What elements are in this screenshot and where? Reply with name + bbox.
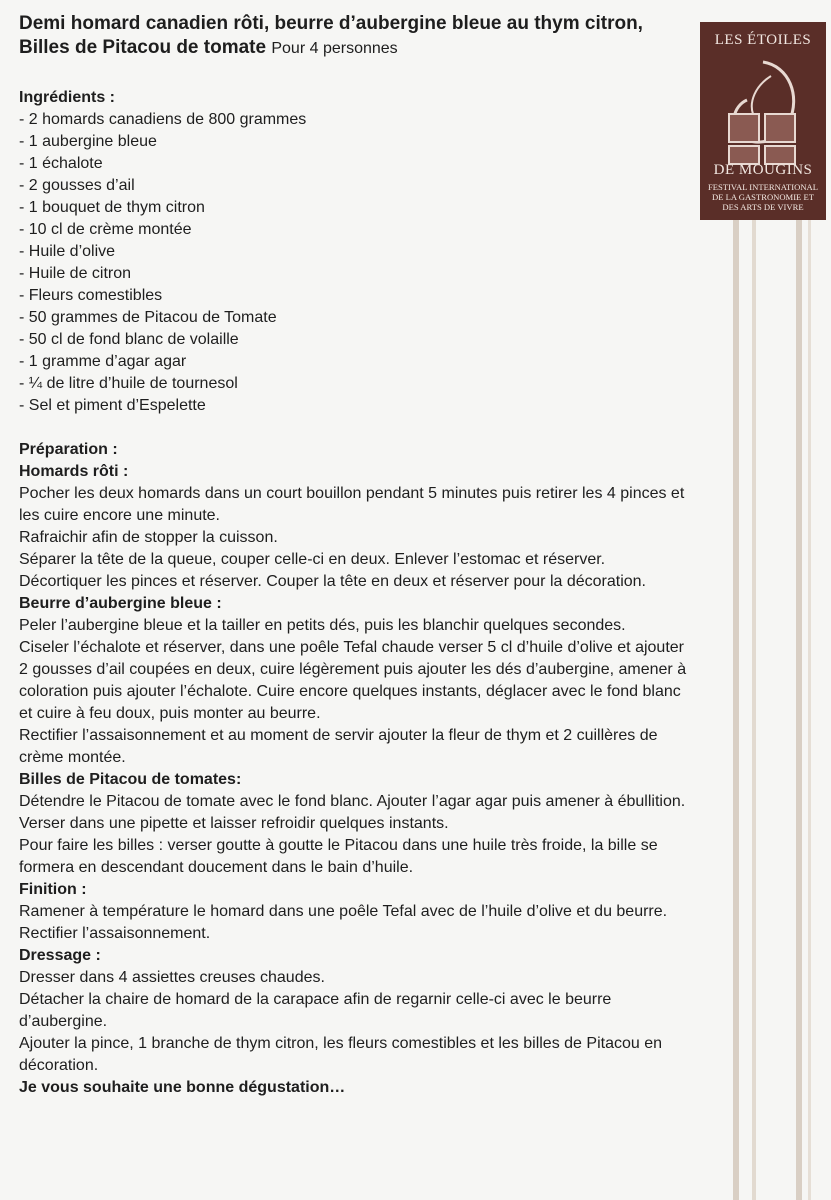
ingredient-item: - 1 gramme d’agar agar xyxy=(19,353,187,370)
section-heading-homards: Homards rôti : xyxy=(19,463,129,480)
step-paragraph: Ramener à température le homard dans une poêle Tefal avec de l’huile d’olive et du beurre. Rectifier l’assaisonnement. xyxy=(19,903,668,942)
decorative-stripe xyxy=(752,220,756,1200)
step-paragraph: Ajouter la pince, 1 branche de thym citron, les fleurs comestibles et les billes de Pitacou en décoration. xyxy=(19,1035,662,1074)
section-heading-finition: Finition : xyxy=(19,881,87,898)
ingredient-item: - Huile de citron xyxy=(19,265,132,282)
ingredient-item: - Fleurs comestibles xyxy=(19,287,163,304)
recipe-title-text: Demi homard canadien rôti, beurre d’aubergine bleue au thym citron, Billes de Pitacou de tomate xyxy=(19,13,643,58)
step-paragraph: Détendre le Pitacou de tomate avec le fond blanc. Ajouter l’agar agar puis amener à ébullition. xyxy=(19,793,686,810)
ingredient-item: - Huile d’olive xyxy=(19,243,116,260)
festival-logo xyxy=(700,22,826,220)
step-paragraph: Rectifier l’assaisonnement et au moment de servir ajouter la fleur de thym et 2 cuillères de crème montée. xyxy=(19,727,658,766)
step-paragraph: Pour faire les billes : verser goutte à goutte le Pitacou dans une huile très froide, la bille se formera en descendant doucement dans le bain d’huile. xyxy=(19,837,658,876)
ingredients-heading: Ingrédients : xyxy=(19,89,116,106)
section-heading-beurre: Beurre d’aubergine bleue : xyxy=(19,595,222,612)
step-paragraph: Peler l’aubergine bleue et la tailler en petits dés, puis les blanchir quelques secondes. xyxy=(19,617,626,634)
decorative-stripe xyxy=(808,220,811,1200)
preparation-heading: Préparation : xyxy=(19,441,118,458)
recipe-title xyxy=(19,12,689,61)
ingredient-item: - Sel et piment d’Espelette xyxy=(19,397,206,414)
ingredient-item: - 1 aubergine bleue xyxy=(19,133,157,150)
section-heading-dressage: Dressage : xyxy=(19,947,101,964)
ingredient-item: - 50 cl de fond blanc de volaille xyxy=(19,331,239,348)
logo-line-3: FESTIVAL INTERNATIONAL DE LA GASTRONOMIE ET DES ARTS DE VIVRE xyxy=(707,182,819,212)
ingredient-item: - 2 homards canadiens de 800 grammes xyxy=(19,111,307,128)
decorative-stripe xyxy=(796,220,802,1200)
ingredients-list xyxy=(19,109,689,417)
step-paragraph: Rafraichir afin de stopper la cuisson. xyxy=(19,529,278,546)
step-paragraph: Ciseler l’échalote et réserver, dans une poêle Tefal chaude verser 5 cl d’huile d’olive et ajouter 2 gousses d’ail coupées en deux, cuire légèrement puis ajouter les dés d’aubergine, amener à coloration puis ajouter l’échalote. Cuire encore quelques instants, déglacer avec le fond blanc et cuire à feu doux, puis monter au beurre. xyxy=(19,639,687,722)
section-heading-billes: Billes de Pitacou de tomates: xyxy=(19,771,242,788)
decorative-stripe xyxy=(733,220,739,1200)
logo-line-1: LES ÉTOILES xyxy=(714,32,812,48)
ingredient-item: - 1 bouquet de thym citron xyxy=(19,199,205,216)
ingredient-item: - 2 gousses d’ail xyxy=(19,177,135,194)
step-paragraph: Verser dans une pipette et laisser refroidir quelques instants. xyxy=(19,815,449,832)
ingredient-item: - ¼ de litre d’huile de tournesol xyxy=(19,375,238,392)
ingredient-item: - 10 cl de crème montée xyxy=(19,221,192,238)
step-paragraph: Pocher les deux homards dans un court bouillon pendant 5 minutes puis retirer les 4 pinces et les cuire encore une minute. xyxy=(19,485,685,524)
step-paragraph: Dresser dans 4 assiettes creuses chaudes. xyxy=(19,969,325,986)
ingredient-item: - 50 grammes de Pitacou de Tomate xyxy=(19,309,277,326)
ingredient-item: - 1 échalote xyxy=(19,155,103,172)
recipe xyxy=(19,12,689,1099)
step-paragraph: Séparer la tête de la queue, couper celle-ci en deux. Enlever l’estomac et réserver. Décortiquer les pinces et réserver. Couper la tête en deux et réserver pour la décoration. xyxy=(19,551,646,590)
logo-line-2: DE MOUGINS xyxy=(713,162,813,178)
servings: Pour 4 personnes xyxy=(271,40,398,57)
star-emblem-icon xyxy=(719,56,807,174)
closing-line: Je vous souhaite une bonne dégustation… xyxy=(19,1079,346,1096)
step-paragraph: Détacher la chaire de homard de la carapace afin de regarnir celle-ci avec le beurre d’aubergine. xyxy=(19,991,612,1030)
